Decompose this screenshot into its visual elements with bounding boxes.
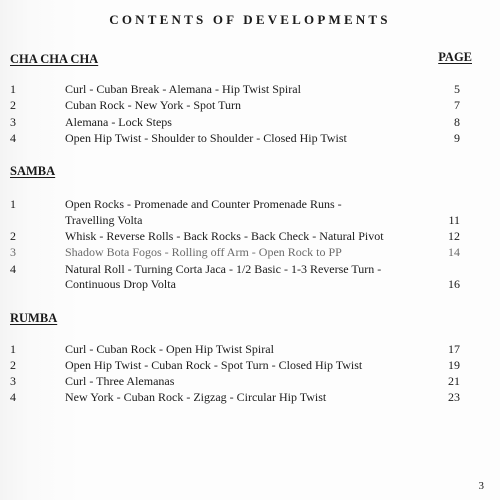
item-number: 2: [10, 358, 16, 372]
item-page: 8: [454, 115, 460, 129]
list-item: [0, 196, 500, 212]
list-item: [0, 389, 500, 405]
item-number: 4: [10, 262, 16, 276]
item-number: 1: [10, 342, 16, 356]
item-number: 4: [10, 131, 16, 145]
item-page: 23: [448, 390, 460, 404]
page-column-header: PAGE: [438, 50, 472, 64]
page-number: 3: [478, 480, 484, 492]
section-heading-samba: SAMBA: [10, 164, 56, 178]
list-item: [0, 130, 500, 146]
list-item: [0, 244, 500, 260]
list-item: [0, 357, 500, 373]
item-number: 3: [10, 245, 16, 259]
item-text: Shadow Bota Fogos - Rolling off Arm - Open Rock to PP: [65, 245, 342, 259]
item-page: 21: [448, 374, 460, 388]
list-item: [0, 81, 500, 97]
section-heading-cha-cha-cha: CHA CHA CHA: [10, 52, 99, 66]
page-title: CONTENTS OF DEVELOPMENTS: [109, 12, 391, 27]
item-page: 11: [448, 213, 460, 227]
item-page: 5: [454, 82, 460, 96]
list-item: [0, 212, 500, 228]
item-page: 9: [454, 131, 460, 145]
item-page: 12: [448, 229, 460, 243]
item-text: Open Hip Twist - Shoulder to Shoulder - Closed Hip Twist: [65, 131, 347, 145]
item-number: 1: [10, 82, 16, 96]
item-text: Open Hip Twist - Cuban Rock - Spot Turn - Closed Hip Twist: [65, 358, 363, 372]
item-page: 14: [448, 245, 460, 259]
item-number: 4: [10, 390, 16, 404]
list-item: [0, 373, 500, 389]
item-text: Curl - Three Alemanas: [65, 374, 175, 388]
item-text: Whisk - Reverse Rolls - Back Rocks - Back Check - Natural Pivot: [65, 229, 384, 243]
list-item: [0, 341, 500, 357]
section-heading-rumba: RUMBA: [10, 311, 58, 325]
item-number: 3: [10, 115, 16, 129]
item-page: 7: [454, 98, 460, 112]
item-page: 17: [448, 342, 460, 356]
item-page: 19: [448, 358, 460, 372]
list-item: [0, 97, 500, 113]
item-text: New York - Cuban Rock - Zigzag - Circular Hip Twist: [65, 390, 327, 404]
item-number: 1: [10, 197, 16, 211]
item-text: Curl - Cuban Break - Alemana - Hip Twist Spiral: [65, 82, 301, 96]
item-text: Cuban Rock - New York - Spot Turn: [65, 98, 242, 112]
item-number: 3: [10, 374, 16, 388]
list-item: [0, 228, 500, 244]
item-text: Natural Roll - Turning Corta Jaca - 1/2 Basic - 1-3 Reverse Turn -: [65, 262, 382, 276]
item-text: Travelling Volta: [65, 213, 143, 227]
item-number: 2: [10, 98, 16, 112]
item-number: 2: [10, 229, 16, 243]
list-item: [0, 114, 500, 130]
item-text: Curl - Cuban Rock - Open Hip Twist Spiral: [65, 342, 274, 356]
item-text: Open Rocks - Promenade and Counter Promenade Runs -: [65, 197, 342, 211]
list-item: [0, 276, 500, 292]
item-page: 16: [448, 277, 460, 291]
item-text: Alemana - Lock Steps: [65, 115, 172, 129]
list-item: [0, 261, 500, 277]
item-text: Continuous Drop Volta: [65, 277, 176, 291]
